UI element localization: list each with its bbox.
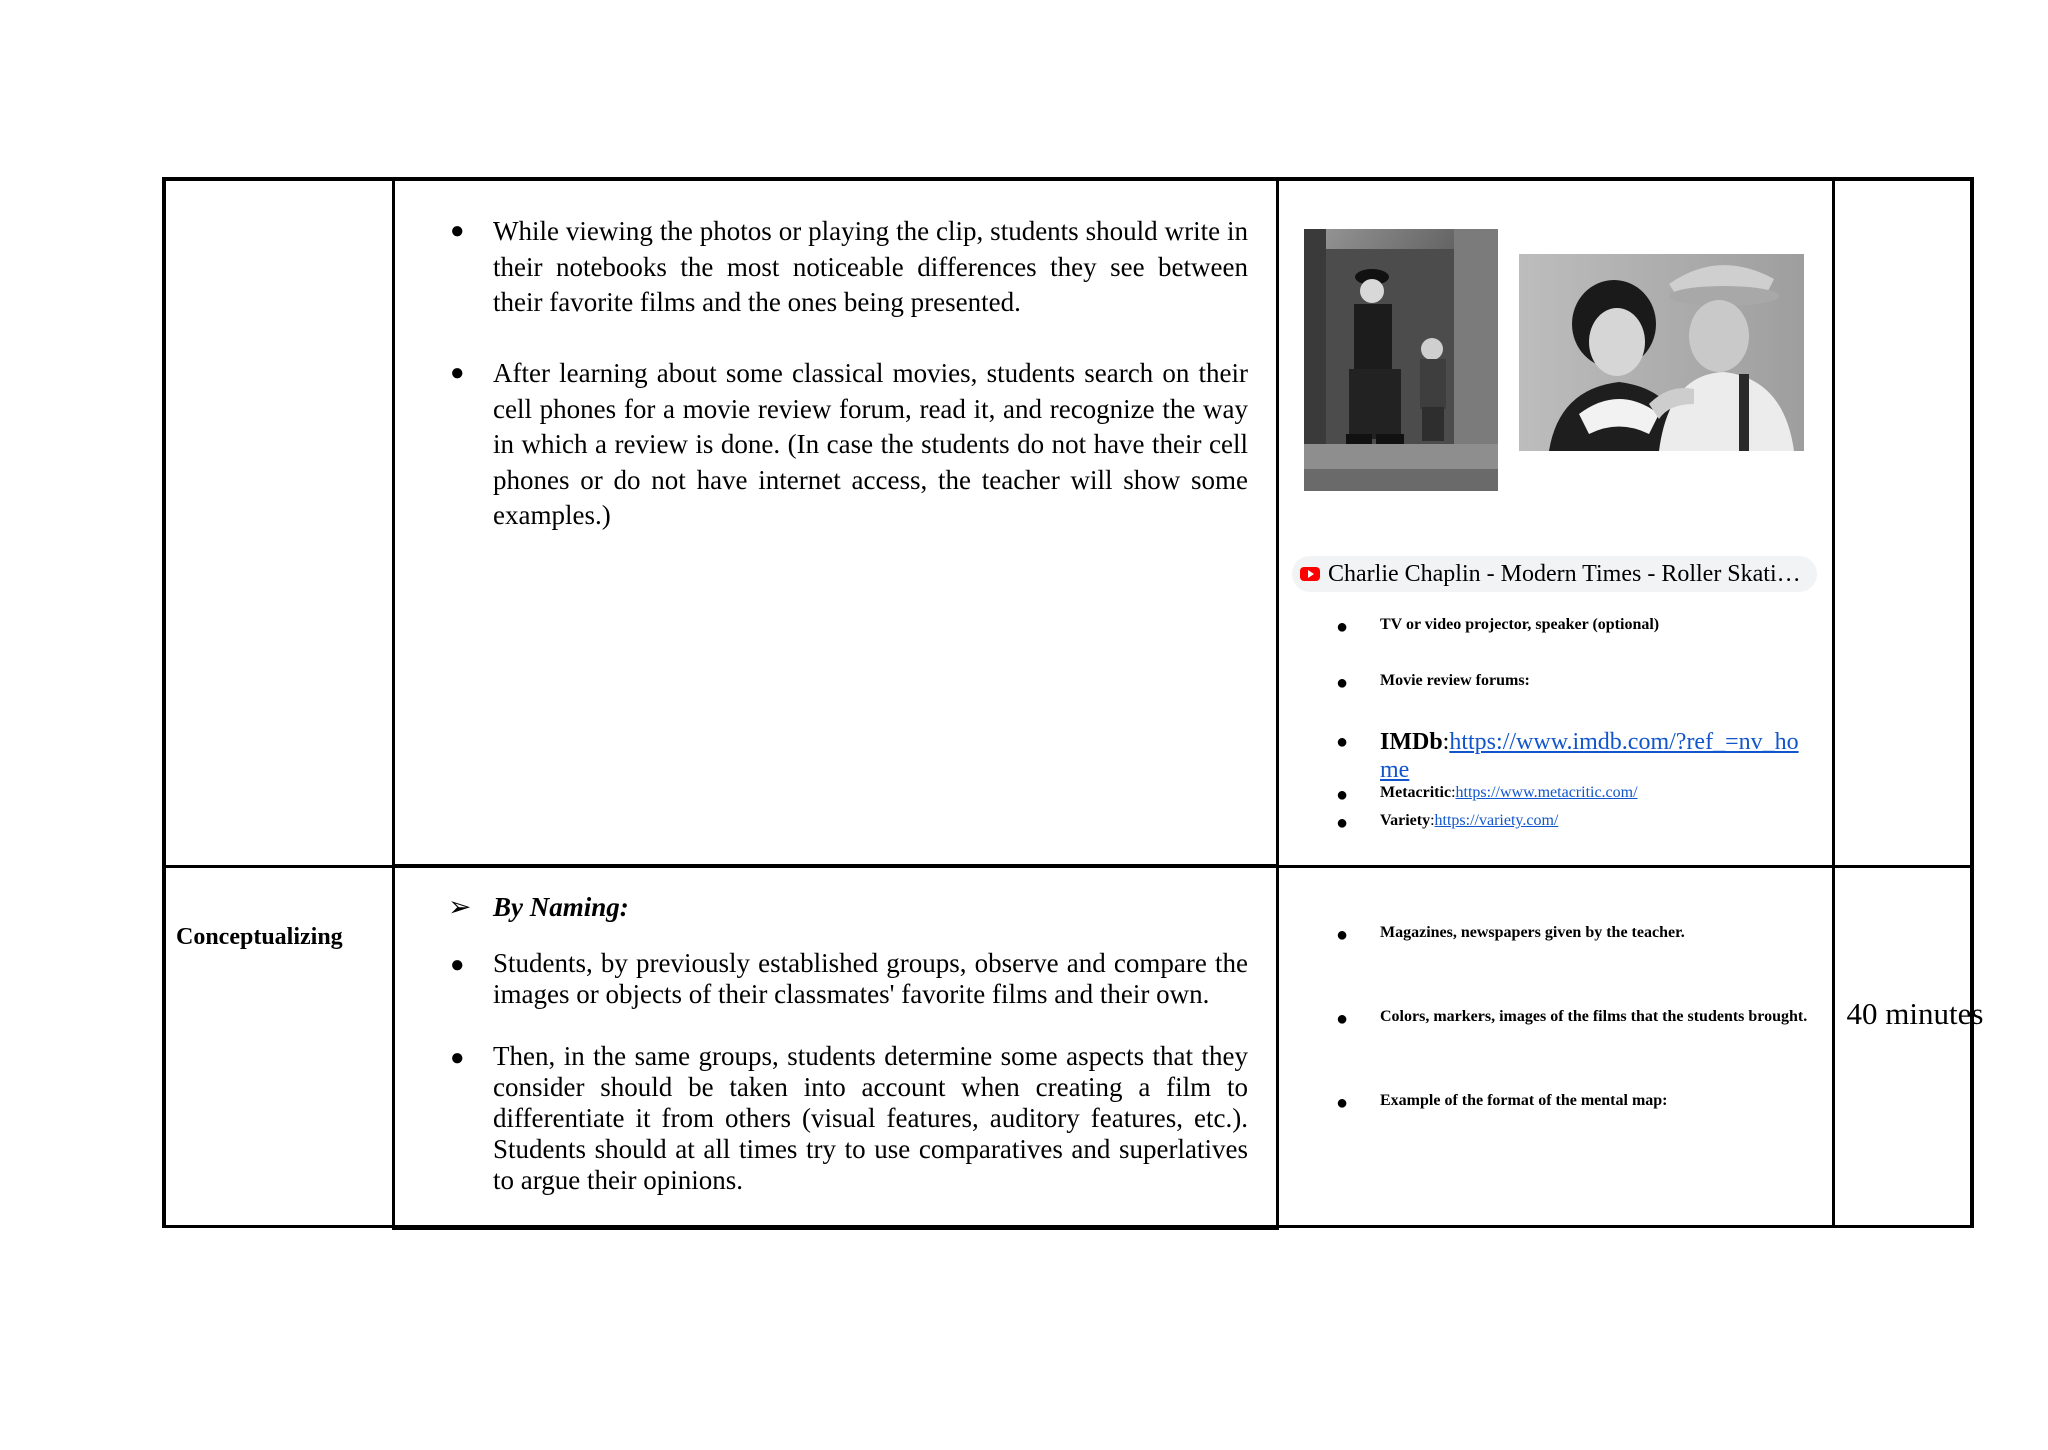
material-text (1380, 812, 1810, 830)
material-label: Variety (1380, 812, 1431, 829)
film-still-photo (1519, 254, 1804, 451)
table-row-divider-thick (393, 864, 1278, 868)
section-heading: By Naming: (493, 892, 629, 922)
table-col-divider-1 (392, 177, 395, 1230)
bullet-icon: ● (1336, 672, 1349, 694)
table-col-divider-3 (1832, 177, 1835, 1228)
arrow-bullet-icon: ➢ (448, 892, 472, 923)
table-border-left (162, 177, 166, 1228)
bullet-icon: ● (1336, 1008, 1349, 1030)
table-col-divider-2 (1276, 177, 1279, 1230)
chaplin-kid-photo (1304, 229, 1498, 491)
material-label: IMDb (1380, 729, 1443, 755)
material-text: Movie review forums: (1380, 672, 1530, 689)
video-title: Charlie Chaplin - Modern Times - Roller Skati… (1328, 560, 1801, 587)
bullet-icon: ● (1336, 924, 1349, 946)
material-text (1380, 784, 1810, 802)
stage-label: Conceptualizing (176, 924, 343, 950)
activity-text: While viewing the photos or playing the clip, students should write in their notebooks the most noticeable differences they see between their favorite films and the ones being presented. (493, 216, 1248, 317)
time-duration: 40 minutes (1846, 996, 1984, 1031)
bullet-icon: ● (450, 952, 465, 978)
variety-link[interactable]: https://variety.com/ (1434, 812, 1559, 829)
activity-text: After learning about some classical movies, students search on their cell phones for a movie review forum, read it, and recognize the way in which a review is done. (In case the students do not have their cell phones or do not have internet access, the teacher will show some examples.) (493, 358, 1248, 530)
activity-text: Students, by previously established groups, observe and compare the images or objects of their classmates' favorite films and their own. (493, 948, 1248, 1009)
activity-text: Then, in the same groups, students determine some aspects that they consider should be taken into account when creating a film to differentiate it from others (visual features, auditory features, etc.). Students should at all times try to use comparatives and superlatives to argue their opinions. (493, 1041, 1248, 1195)
youtube-icon (1300, 567, 1320, 581)
bullet-icon: ● (450, 1045, 465, 1071)
imdb-link[interactable]: https://www.imdb.com/?ref_=nv_ho me (1380, 729, 1799, 783)
bullet-icon: ● (1336, 731, 1349, 753)
bullet-icon: ● (1336, 784, 1349, 806)
material-text (1380, 728, 1810, 784)
material-label: Metacritic (1380, 784, 1452, 801)
material-text: Example of the format of the mental map: (1380, 1092, 1668, 1109)
material-text: TV or video projector, speaker (optional) (1380, 616, 1660, 633)
table-border-right (1970, 177, 1974, 1228)
bullet-icon: ● (1336, 812, 1349, 834)
material-separator: : (1442, 729, 1450, 755)
metacritic-link[interactable]: https://www.metacritic.com/ (1455, 784, 1638, 801)
material-text: Colors, markers, images of the films that the students brought. (1380, 1008, 1808, 1025)
bullet-icon: ● (1336, 1092, 1349, 1114)
table-border-bottom-thick (393, 1226, 1278, 1230)
table-border-top (162, 177, 1974, 181)
video-link-chip[interactable] (1292, 556, 1817, 592)
material-text: Magazines, newspapers given by the teacher. (1380, 924, 1685, 941)
bullet-icon: ● (1336, 616, 1349, 638)
bullet-icon: ● (450, 218, 465, 244)
material-separator: : (1430, 812, 1435, 829)
material-separator: : (1451, 784, 1456, 801)
bullet-icon: ● (450, 360, 465, 386)
